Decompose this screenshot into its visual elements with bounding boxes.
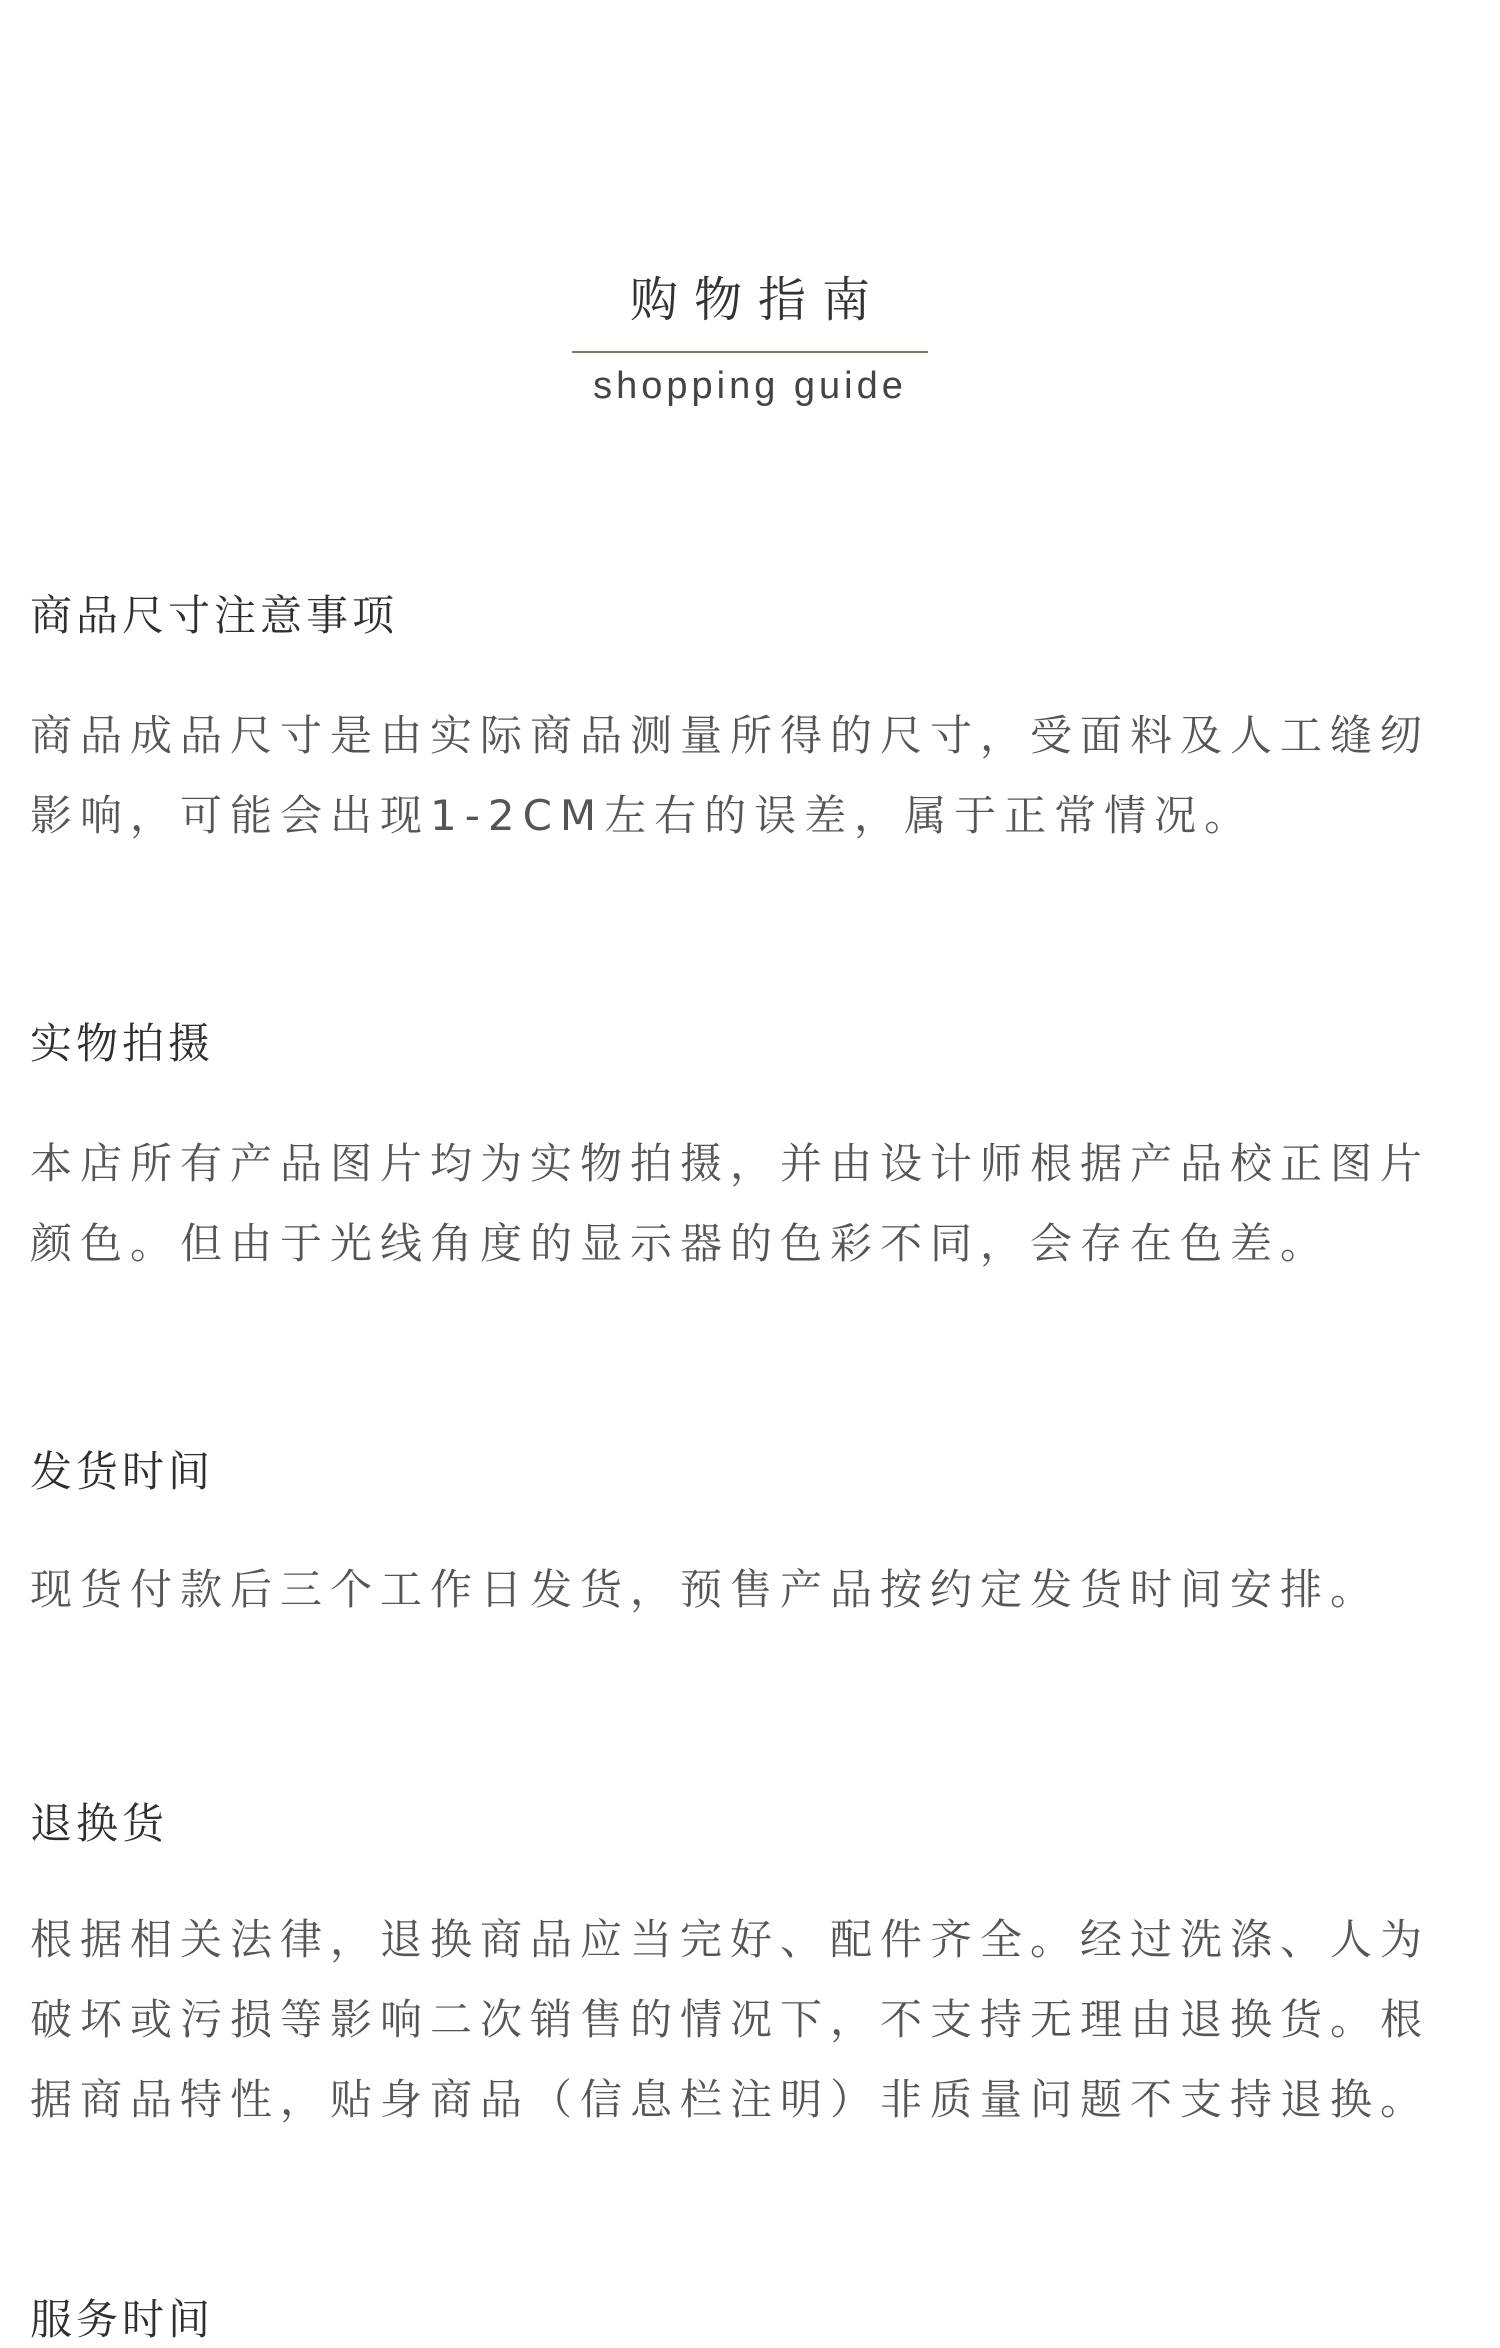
- section-size-notes: [30, 588, 1470, 856]
- body-line: 颜色。但由于光线角度的显示器的色彩不同，会存在色差。: [30, 1219, 1331, 1268]
- section-body: [30, 1124, 1470, 1284]
- section-title: 发货时间: [30, 1447, 215, 1496]
- body-line: 商品成品尺寸是由实际商品测量所得的尺寸，受面料及人工缝纫: [30, 711, 1431, 760]
- section-title: 退换货: [30, 1799, 169, 1848]
- section-shipping-time: [30, 1444, 1470, 1630]
- section-title: 服务时间: [30, 2295, 215, 2344]
- body-line: 本店所有产品图片均为实物拍摄，并由设计师根据产品校正图片: [30, 1139, 1431, 1188]
- page-subtitle: shopping guide: [593, 365, 907, 407]
- section-body: [30, 1900, 1470, 2140]
- body-line: 影响，可能会出现1-2CM左右的误差，属于正常情况。: [30, 791, 1255, 840]
- guide-header: [0, 270, 1500, 411]
- body-line: 现货付款后三个工作日发货，预售产品按约定发货时间安排。: [30, 1565, 1381, 1614]
- section-returns: [30, 1796, 1470, 2140]
- body-line: 根据相关法律，退换商品应当完好、配件齐全。经过洗涤、人为: [30, 1915, 1431, 1964]
- page-title: 购物指南: [629, 272, 886, 328]
- section-body: [30, 696, 1470, 856]
- title-divider: [572, 351, 928, 353]
- section-real-photos: [30, 1016, 1470, 1284]
- body-line: 破坏或污损等影响二次销售的情况下，不支持无理由退换货。根: [30, 1995, 1431, 2044]
- section-service-hours: [30, 2292, 1470, 2348]
- section-body: [30, 1550, 1470, 1630]
- section-title: 商品尺寸注意事项: [30, 591, 399, 640]
- section-title: 实物拍摄: [30, 1019, 215, 1068]
- body-line: 据商品特性，贴身商品（信息栏注明）非质量问题不支持退换。: [30, 2075, 1431, 2124]
